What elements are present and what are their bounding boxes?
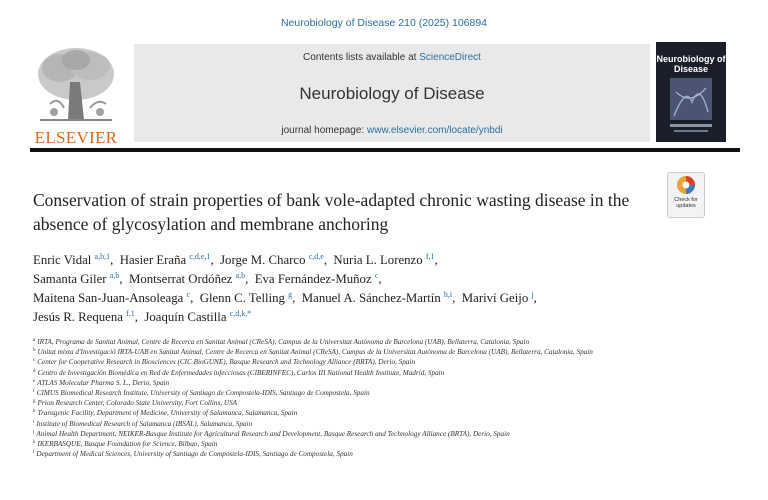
- affiliation: $^i$ Institute of Biomedical Research of Salamanca (IBSAL), Salamanca, Spain: [33, 419, 253, 428]
- contents-prefix: Contents lists available at: [303, 52, 417, 63]
- affiliation-list: [33, 337, 745, 459]
- affiliation: $^d$ Centro de Investigación Biomédica en Red de Enfermedades infecciosas (CIBERINFEC), Carlos III National Health Institute, Madrid, Spain: [33, 368, 445, 377]
- author[interactable]: Jesús R. Requena $^{f,1}$: [33, 309, 135, 324]
- author[interactable]: Jorge M. Charco $^{c,d,e}$: [220, 252, 324, 267]
- author[interactable]: Joaquín Castilla $^{c,d,k,*}$: [144, 309, 252, 324]
- cover-title: Neurobiology of Disease: [656, 54, 726, 74]
- journal-citation[interactable]: Neurobiology of Disease 210 (2025) 106894: [280, 17, 488, 29]
- affiliation: $^e$ ATLAS Molecular Pharma S. L., Derio, Spain: [33, 378, 170, 387]
- journal-cover[interactable]: [656, 42, 726, 142]
- cover-art-icon: [656, 42, 726, 142]
- author[interactable]: Enric Vidal $^{a,b,1}$: [33, 252, 111, 267]
- affiliation: $^a$ IRTA, Programa de Sanitat Animal, Centre de Recerca en Sanitat Animal (CReSA), Campus de la Universitat Autònoma de Barcelona (UAB), Bellaterra, Catalonia, Spain: [33, 338, 530, 346]
- affiliation: $^f$ CIMUS Biomedical Research Institute, University of Santiago de Compostela-IDIS, Santiago de Compostela, Spain: [33, 389, 370, 398]
- check-for-updates-badge[interactable]: [667, 172, 705, 218]
- affiliation: $^g$ Prion Research Center, Colorado State University, Fort Collins, USA: [33, 399, 238, 408]
- crossmark-label: Check for updates: [674, 197, 698, 209]
- affiliation: $^h$ Transgenic Facility, Department of Medicine, University of Salamanca, Salamanca, Spain: [33, 409, 298, 418]
- contents-availability: [134, 52, 650, 63]
- author[interactable]: Montserrat Ordóñez $^{a,b}$: [128, 271, 246, 286]
- affiliation: $^b$ Unitat mixta d'Investigació IRTA-UAB en Sanitat Animal, Centre de Recerca en Sanitat Animal (CReSA), Campus de la Universitat Autònoma de Barcelona (UAB), Bellaterra, Catalonia, Spain: [33, 348, 593, 357]
- journal-homepage: [134, 125, 650, 136]
- author[interactable]: Glenn C. Telling $^g$: [199, 290, 293, 305]
- crossmark-icon: [668, 173, 704, 197]
- author[interactable]: Maitena San-Juan-Ansoleaga $^c$: [33, 290, 191, 305]
- affiliation: $^k$ IKERBASQUE, Basque Foundation for Science, Bilbao, Spain: [33, 440, 218, 449]
- journal-title: Neurobiology of Disease: [299, 84, 485, 103]
- author[interactable]: Samanta Giler $^{a,b}$: [33, 271, 120, 286]
- elsevier-logo[interactable]: [30, 42, 122, 146]
- elsevier-tree-icon: [30, 42, 122, 128]
- publisher-name: ELSEVIER: [34, 128, 118, 147]
- author[interactable]: Mariví Geijo $^j$: [461, 290, 534, 305]
- author[interactable]: Nuria L. Lorenzo $^{f,1}$: [333, 252, 435, 267]
- affiliation: $^c$ Center for Cooperative Research in Biosciences (CIC BioGUNE), Basque Research and Technology Alliance (BRTA), Derio, Spain: [33, 358, 416, 367]
- affiliation: $^j$ Animal Health Department, NEIKER-Basque Institute for Agricultural Research and Development, Basque Research and Technology Alliance (BRTA), Derio, Spain: [33, 429, 510, 438]
- article-title: Conservation of strain properties of bank vole-adapted chronic wasting disease in the absence of glycosylation and membrane anchoring: [33, 190, 630, 234]
- author[interactable]: Manuel A. Sánchez-Martín $^{h,i}$: [301, 290, 453, 305]
- sciencedirect-link[interactable]: ScienceDirect: [419, 52, 481, 63]
- homepage-prefix: journal homepage:: [281, 125, 365, 136]
- header-divider: [30, 148, 740, 152]
- homepage-link[interactable]: www.elsevier.com/locate/ynbdi: [367, 125, 503, 136]
- author[interactable]: Hasier Eraña $^{c,d,e,1}$: [119, 252, 211, 267]
- journal-band: [134, 44, 650, 142]
- author[interactable]: Eva Fernández-Muñoz $^c$: [254, 271, 379, 286]
- author-list: Enric Vidal $^{a,b,1}$, Hasier Eraña $^{c,d,e,1}$, Jorge M. Charco $^{c,d,e}$, Nuria L. Lorenzo $^{f,1}$, Samanta Giler $^{a,b}$, Montserrat Ordóñez $^{a,b}$, Eva Fernández-Muñoz $^c$, Maitena San-Juan-Ansoleaga $^c$, Glenn C. Telling $^g$, Manuel A. Sánchez-Martín $^{h,i}$, Mariví Geijo $^j$, Jesús R. Requena $^{f,1}$, Joaquín Castilla $^{c,d,k,*}$: [33, 252, 537, 324]
- affiliation: $^l$ Department of Medical Sciences, University of Santiago de Compostela-IDIS, Santiago de Compostela, Spain: [33, 450, 353, 459]
- journal-header: [30, 42, 738, 146]
